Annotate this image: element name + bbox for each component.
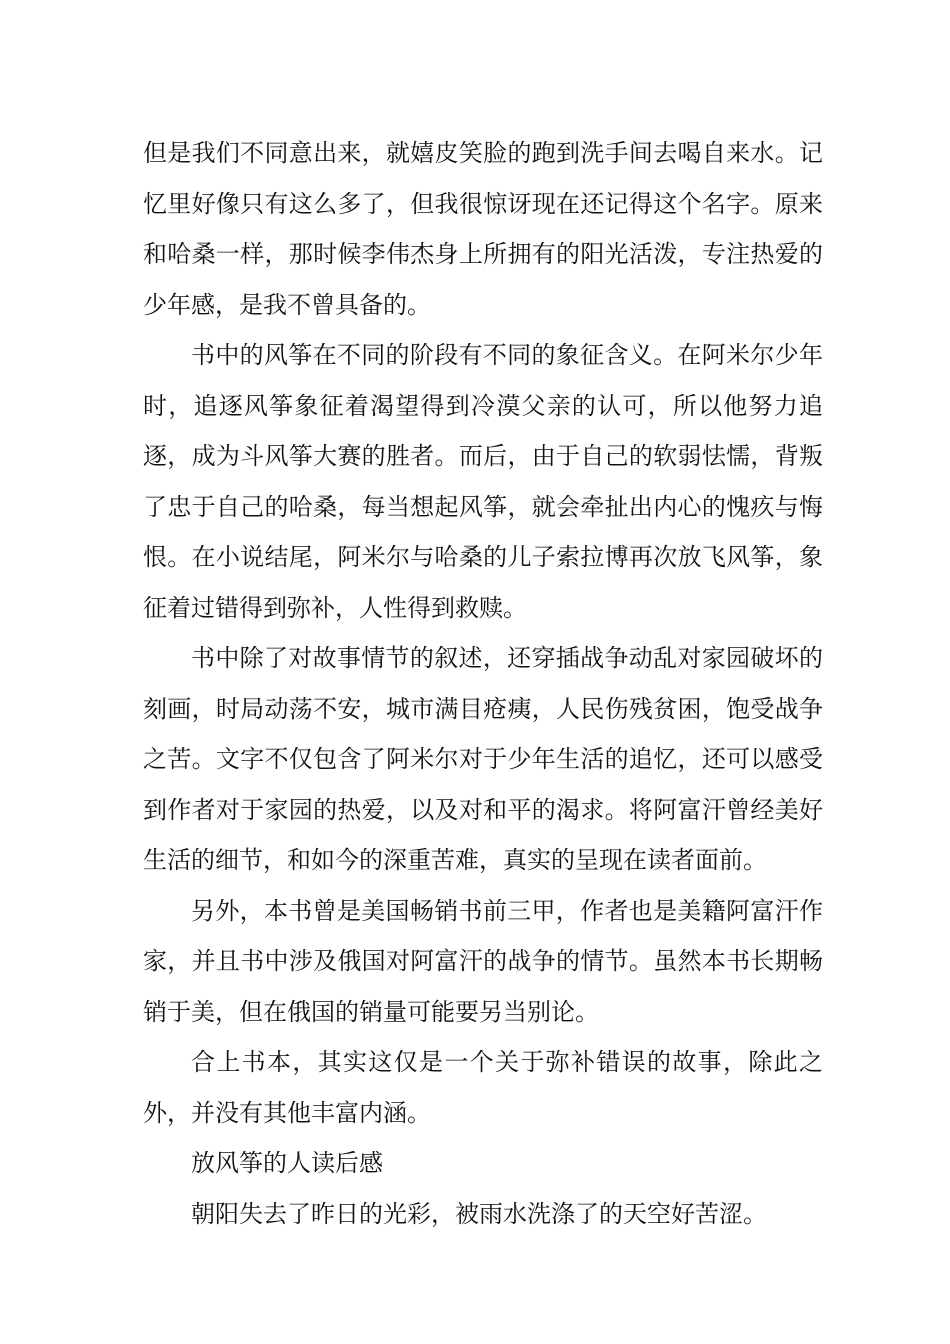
- paragraph-opening: 朝阳失去了昨日的光彩，被雨水洗涤了的天空好苦涩。: [191, 1199, 767, 1228]
- section-title: 放风筝的人读后感: [191, 1149, 383, 1177]
- document-body: [143, 128, 823, 1239]
- paragraph-bestseller: 另外，本书曾是美国畅销书前三甲，作者也是美籍阿富汗作家，并且书中涉及俄国对阿富汗的战争的情节。虽然本书长期畅销于美，但在俄国的销量可能要另当别论。: [143, 896, 823, 1026]
- paragraph-war-depiction: 书中除了对故事情节的叙述，还穿插战争动乱对家园破坏的刻画，时局动荡不安，城市满目疮痍，人民伤残贫困，饱受战争之苦。文字不仅包含了阿米尔对于少年生活的追忆，还可以感受到作者对于家园的热爱，以及对和平的渴求。将阿富汗曾经美好生活的细节，和如今的深重苦难，真实的呈现在读者面前。: [143, 644, 823, 874]
- paragraph-continued: 但是我们不同意出来，就嬉皮笑脸的跑到洗手间去喝自来水。记忆里好像只有这么多了，但我很惊讶现在还记得这个名字。原来和哈桑一样，那时候李伟杰身上所拥有的阳光活泼，专注热爱的少年感，是我不曾具备的。: [143, 139, 823, 319]
- paragraph-kite-symbolism: 书中的风筝在不同的阶段有不同的象征含义。在阿米尔少年时，追逐风筝象征着渴望得到冷漠父亲的认可，所以他努力追逐，成为斗风筝大赛的胜者。而后，由于自己的软弱怯懦，背叛了忠于自己的哈桑，每当想起风筝，就会牵扯出内心的愧疚与悔恨。在小说结尾，阿米尔与哈桑的儿子索拉博再次放飞风筝，象征着过错得到弥补，人性得到救赎。: [143, 341, 823, 622]
- paragraph-conclusion: 合上书本，其实这仅是一个关于弥补错误的故事，除此之外，并没有其他丰富内涵。: [143, 1048, 823, 1127]
